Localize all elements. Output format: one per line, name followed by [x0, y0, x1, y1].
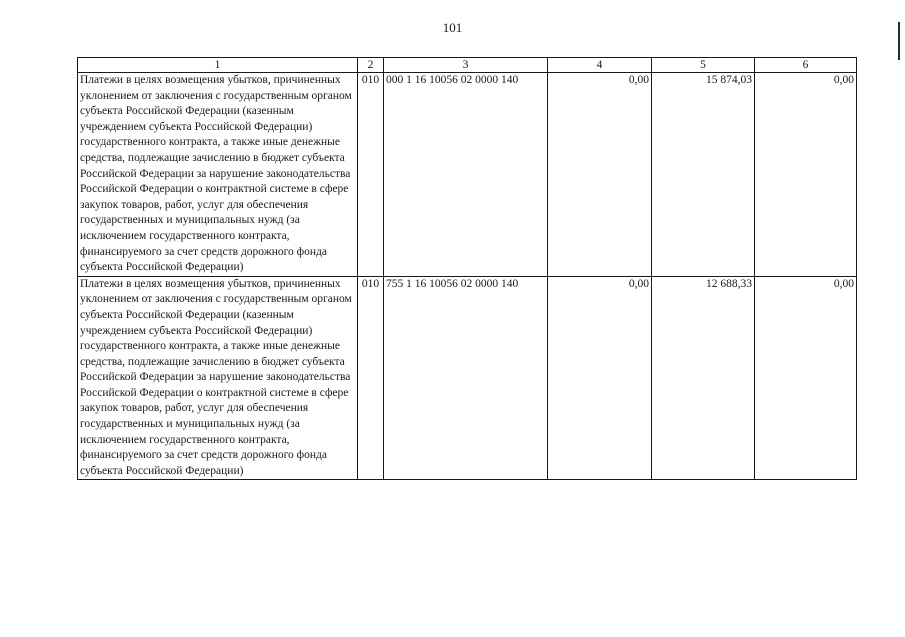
- row-description: Платежи в целях возмещения убытков, причиненных уклонением от заключения с государственным органом субъекта Российской Федерации (казенным учреждением субъекта Российской Федерации) государственного контракта, а также иные денежные средства, подлежащие зачислению в бюджет субъекта Российской Федерации за нарушение законодательства Российской Федерации о контрактной системе в сфере закупок товаров, работ, услуг для обеспечения государственных и муниципальных нужд (за исключением государственного контракта, финансируемого за счет средств дорожного фонда субъекта Российской Федерации): [78, 276, 358, 480]
- column-number-row: [78, 58, 857, 73]
- table-row: [78, 73, 857, 277]
- row-budget-code: 755 1 16 10056 02 0000 140: [384, 276, 548, 480]
- column-header-3: 3: [384, 58, 548, 73]
- column-header-4: 4: [548, 58, 652, 73]
- column-header-5: 5: [652, 58, 755, 73]
- row-line-code: 010: [358, 73, 384, 277]
- column-header-1: 1: [78, 58, 358, 73]
- row-value-col4: 0,00: [548, 276, 652, 480]
- row-value-col6: 0,00: [755, 73, 857, 277]
- row-value-col5: 12 688,33: [652, 276, 755, 480]
- row-value-col6: 0,00: [755, 276, 857, 480]
- report-table: [77, 57, 857, 480]
- row-value-col4: 0,00: [548, 73, 652, 277]
- row-line-code: 010: [358, 276, 384, 480]
- row-description: Платежи в целях возмещения убытков, причиненных уклонением от заключения с государственным органом субъекта Российской Федерации (казенным учреждением субъекта Российской Федерации) государственного контракта, а также иные денежные средства, подлежащие зачислению в бюджет субъекта Российской Федерации за нарушение законодательства Российской Федерации о контрактной системе в сфере закупок товаров, работ, услуг для обеспечения государственных и муниципальных нужд (за исключением государственного контракта, финансируемого за счет средств дорожного фонда субъекта Российской Федерации): [78, 73, 358, 277]
- column-header-2: 2: [358, 58, 384, 73]
- row-value-col5: 15 874,03: [652, 73, 755, 277]
- column-header-6: 6: [755, 58, 857, 73]
- table-row: [78, 276, 857, 480]
- row-budget-code: 000 1 16 10056 02 0000 140: [384, 73, 548, 277]
- page-number: 101: [442, 20, 463, 35]
- page-edge-mark: [898, 22, 900, 60]
